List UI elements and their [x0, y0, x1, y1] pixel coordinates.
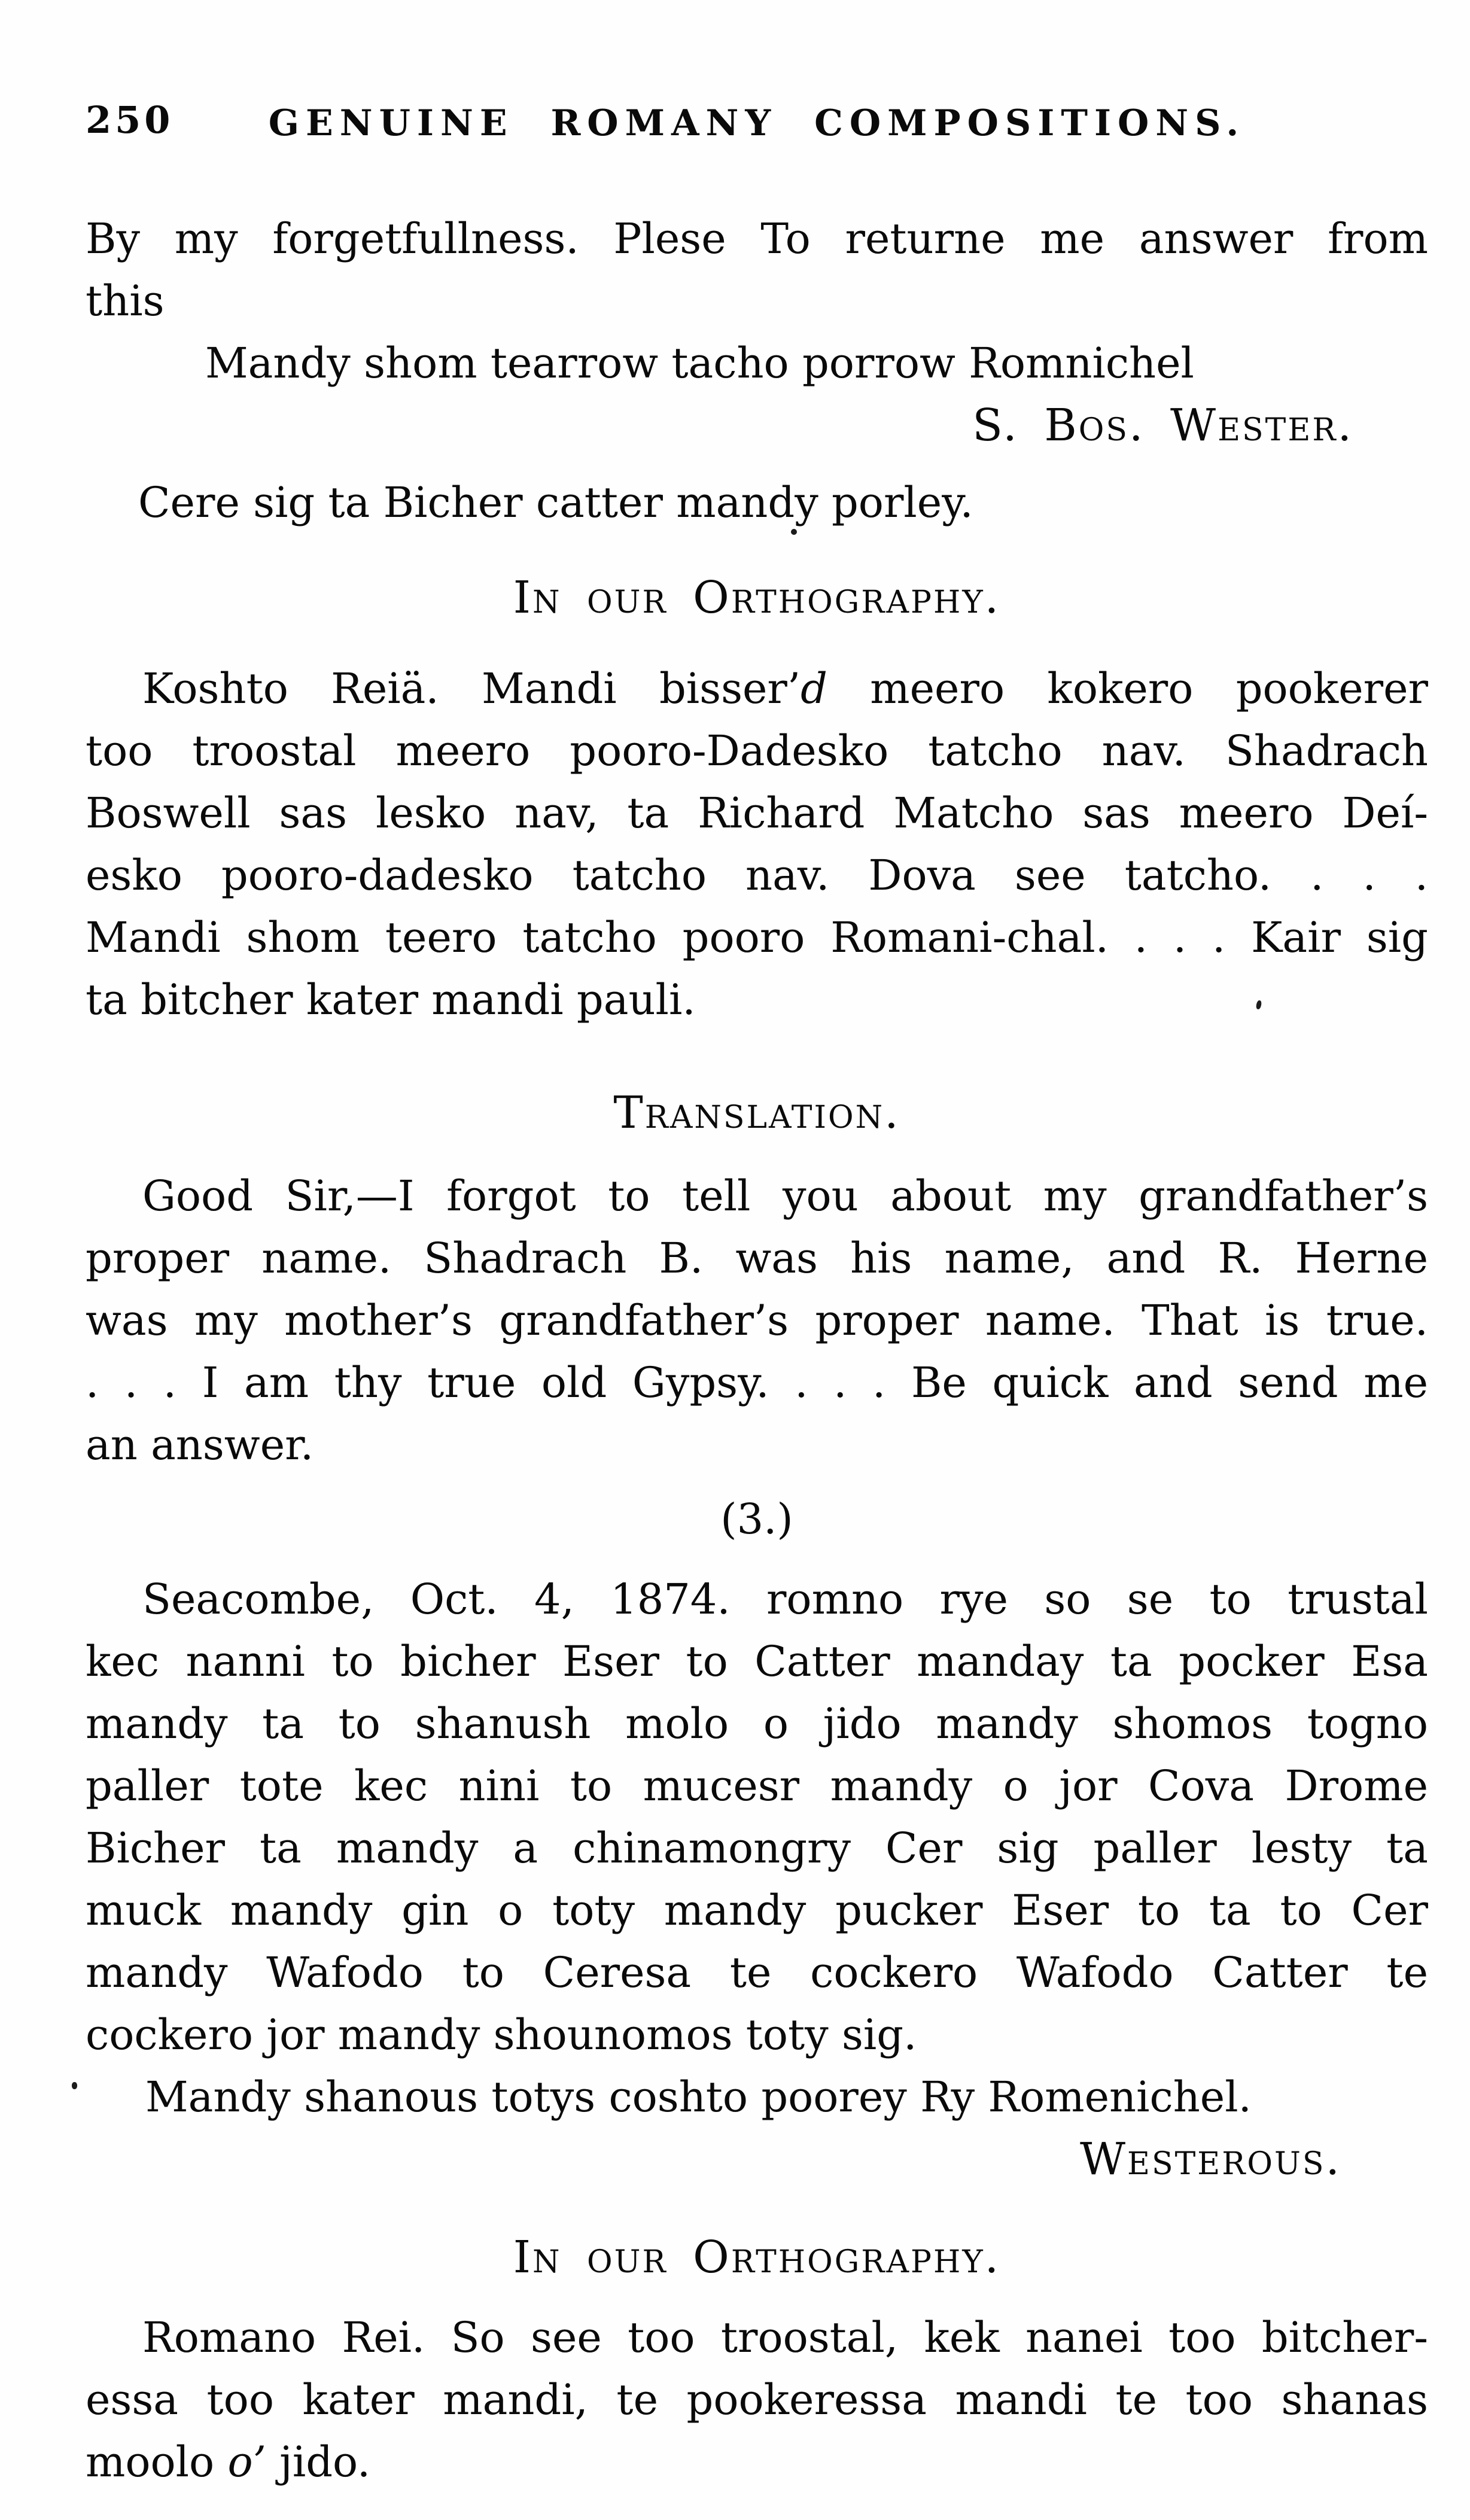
signature-line: Westerous. — [1079, 2134, 1341, 2185]
text-line: By my forgetfullness. Plese To returne me answer from — [86, 214, 1428, 263]
signature-line: S. Bos. Wester. — [972, 400, 1353, 451]
text-line: Mandi shom teero tatcho pooro Romani-chal. . . . Kair sig — [86, 913, 1428, 962]
text-line: Romano Rei. So see too troostal, kek nanei too bitcher- — [142, 2313, 1428, 2362]
closing-line: Mandy shanous totys coshto poorey Ry Romenichel. — [145, 2072, 1252, 2122]
text-line: too troostal meero pooro-Dadesko tatcho nav. Shadrach — [86, 726, 1428, 775]
section-heading: In our Orthography. — [513, 572, 1001, 623]
text-line: this — [86, 276, 165, 325]
text-line: Good Sir,—I forgot to tell you about my grandfather’s — [142, 1171, 1428, 1221]
ink-speck — [791, 529, 797, 535]
line-segment: Koshto Reiä. Mandi bisser’ — [142, 664, 801, 713]
line-segment-italic: o’ — [227, 2437, 266, 2486]
line-segment: meero kokero pookerer — [827, 664, 1429, 713]
section-heading: Translation. — [613, 1087, 900, 1139]
text-line: Boswell sas lesko nav, ta Richard Matcho sas meero Deí- — [86, 789, 1428, 838]
text-line: ta bitcher kater mandi pauli. — [86, 975, 696, 1024]
translation-section — [86, 1082, 1428, 1476]
text-line: essa too kater mandi, te pookeressa mandi te too shanas — [86, 2375, 1428, 2424]
text-line: kec nanni to bicher Eser to Catter manday ta pocker Esa — [86, 1637, 1428, 1686]
text-line: Bicher ta mandy a chinamongry Cer sig paller lesty ta — [86, 1824, 1428, 1873]
text-line: was my mother’s grandfather’s proper name. That is true. — [86, 1296, 1428, 1345]
text-line: esko pooro-dadesko tatcho nav. Dova see tatcho. . . . — [86, 851, 1428, 900]
text-line: mandy ta to shanush molo o jido mandy shomos togno — [86, 1699, 1428, 1748]
page-header — [86, 96, 1428, 151]
text-line: . . . I am thy true old Gypsy. . . . Be quick and send me — [86, 1358, 1428, 1407]
line-segment-italic: d — [801, 664, 827, 713]
page-number: 250 — [86, 98, 174, 142]
orthography-section-1 — [86, 567, 1428, 1031]
line-segment: moolo — [86, 2437, 228, 2486]
text-line: mandy Wafodo to Ceresa te cockero Wafodo Catter te — [86, 1948, 1428, 1997]
text-line — [86, 2431, 1428, 2493]
text-line: paller tote kec nini to mucesr mandy o jor Cova Drome — [86, 1761, 1428, 1810]
text-line — [86, 658, 1428, 720]
text-line: an answer. — [86, 1420, 314, 1469]
text-line: proper name. Shadrach B. was his name, and R. Herne — [86, 1234, 1428, 1283]
section-heading: In our Orthography. — [513, 2232, 1001, 2283]
verse-line: Mandy shom tearrow tacho porrow Romnichel — [205, 339, 1194, 388]
letter-2-continuation — [86, 208, 1428, 534]
text-line: muck mandy gin o toty mandy pucker Eser to ta to Cer — [86, 1886, 1428, 1935]
running-title: GENUINE ROMANY COMPOSITIONS. — [268, 102, 1246, 144]
ink-speck — [72, 2082, 77, 2089]
letter-number: (3.) — [720, 1495, 793, 1544]
orthography-section-2 — [86, 2226, 1428, 2493]
text-line: cockero jor mandy shounomos toty sig. — [86, 2010, 917, 2059]
text-line: Seacombe, Oct. 4, 1874. romno rye so se to trustal — [142, 1575, 1428, 1624]
postscript-line: Cere sig ta Bicher catter mandy porley. — [138, 478, 973, 527]
line-segment: jido. — [266, 2437, 371, 2486]
letter-3 — [86, 1488, 1428, 2190]
